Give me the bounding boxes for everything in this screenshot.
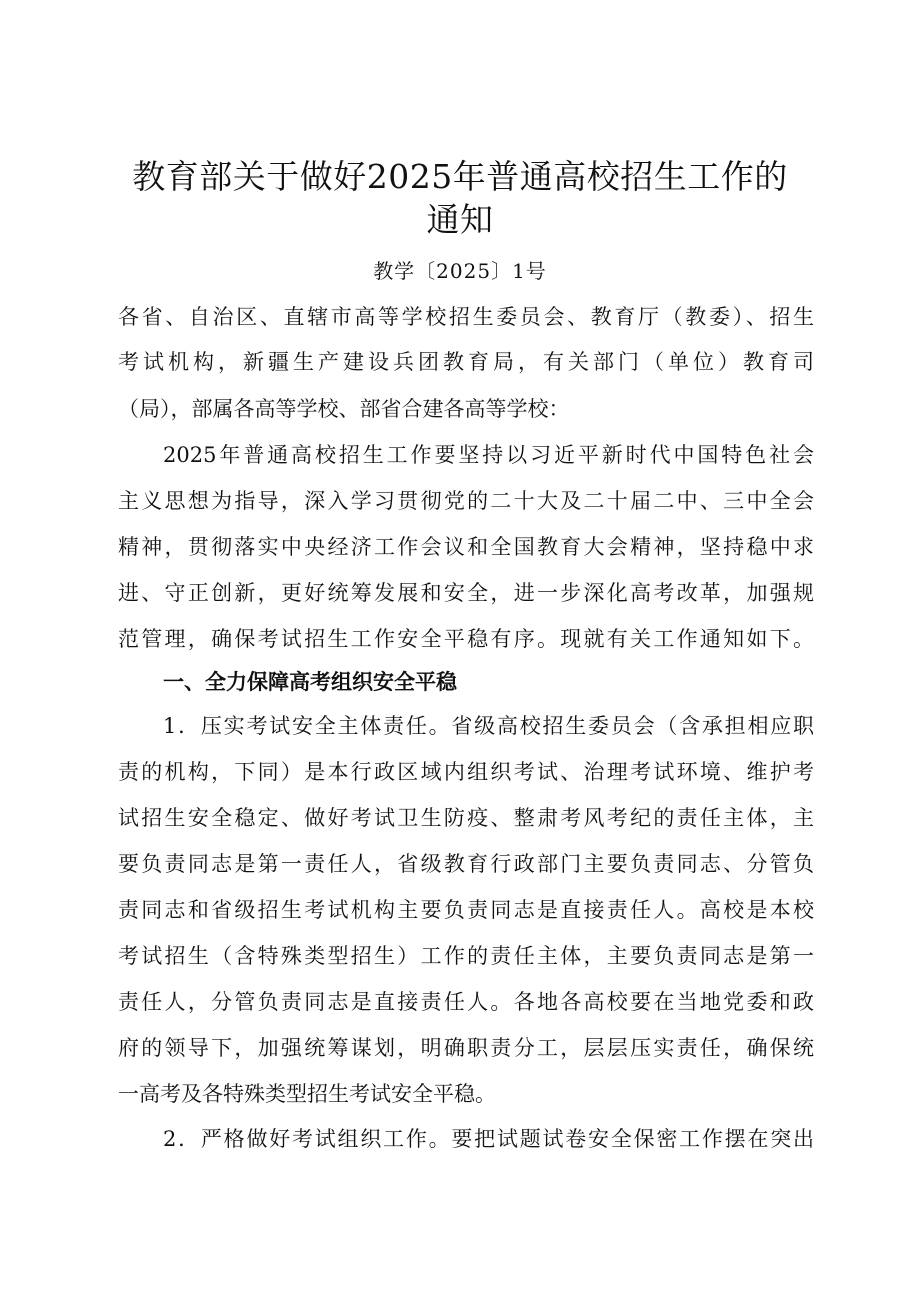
item-1-line: 要负责同志是第一责任人，省级教育行政部门主要负责同志、分管负 bbox=[118, 852, 814, 876]
intro-line: 2025年普通高校招生工作要坚持以习近平新时代中国特色社会 bbox=[163, 443, 814, 467]
addressee-line: （局），部属各高等学校、部省合建各高等学校： bbox=[118, 397, 570, 421]
item-1-line: 试招生安全稳定、做好考试卫生防疫、整肃考风考纪的责任主体，主 bbox=[118, 806, 814, 830]
item-1-line: 考试招生（含特殊类型招生）工作的责任主体，主要负责同志是第一 bbox=[118, 944, 814, 968]
document-title-line-2: 通知 bbox=[426, 200, 494, 239]
item-1-line: 责任人，分管负责同志是直接责任人。各地各高校要在当地党委和政 bbox=[118, 990, 814, 1014]
document-number: 教学〔2025〕1号 bbox=[373, 259, 547, 283]
addressee-line: 考试机构，新疆生产建设兵团教育局，有关部门（单位）教育司 bbox=[118, 350, 814, 374]
section-1-heading: 一、全力保障高考组织安全平稳 bbox=[163, 670, 457, 694]
item-1-line: 1．压实考试安全主体责任。省级高校招生委员会（含承担相应职 bbox=[163, 714, 814, 738]
item-1-line: 责的机构，下同）是本行政区域内组织考试、治理考试环境、维护考 bbox=[118, 760, 814, 784]
intro-line: 主义思想为指导，深入学习贯彻党的二十大及二十届二中、三中全会 bbox=[118, 489, 814, 513]
item-1-line: 府的领导下，加强统筹谋划，明确职责分工，层层压实责任，确保统 bbox=[118, 1036, 814, 1060]
intro-line: 范管理，确保考试招生工作安全平稳有序。现就有关工作通知如下。 bbox=[118, 627, 814, 651]
item-2-line: 2．严格做好考试组织工作。要把试题试卷安全保密工作摆在突出 bbox=[163, 1127, 814, 1151]
addressee-line: 各省、自治区、直辖市高等学校招生委员会、教育厅（教委）、招生 bbox=[118, 305, 814, 329]
document-title-line-1: 教育部关于做好2025年普通高校招生工作的 bbox=[132, 157, 788, 196]
item-1-line: 一高考及各特殊类型招生考试安全平稳。 bbox=[118, 1082, 496, 1106]
item-1-line: 责同志和省级招生考试机构主要负责同志是直接责任人。高校是本校 bbox=[118, 898, 814, 922]
intro-line: 精神，贯彻落实中央经济工作会议和全国教育大会精神，坚持稳中求 bbox=[118, 535, 814, 559]
intro-line: 进、守正创新，更好统筹发展和安全，进一步深化高考改革，加强规 bbox=[118, 581, 814, 605]
